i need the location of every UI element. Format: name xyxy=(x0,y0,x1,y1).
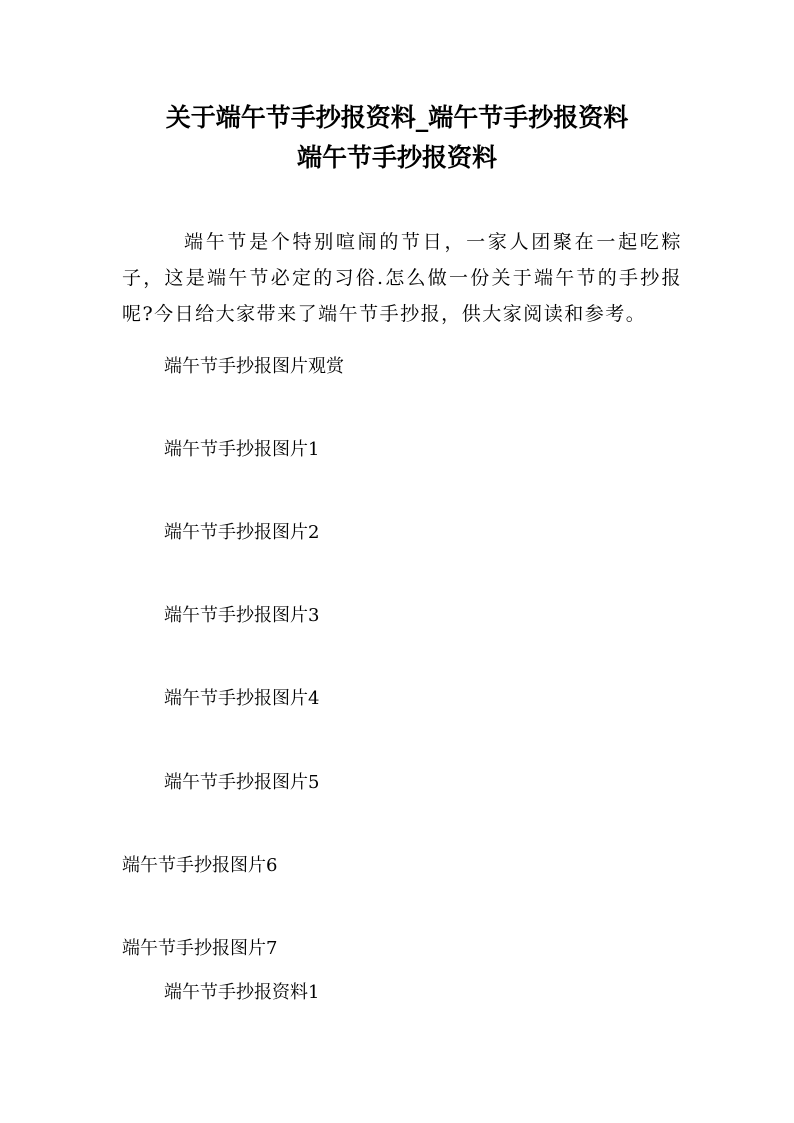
document-title-line-2: 端午节手抄报资料 xyxy=(296,143,497,172)
list-item: 端午节手抄报图片6 xyxy=(122,855,278,876)
section-heading: 端午节手抄报图片观赏 xyxy=(164,356,344,377)
list-item: 端午节手抄报资料1 xyxy=(164,982,320,1003)
list-item: 端午节手抄报图片4 xyxy=(164,688,320,709)
list-item: 端午节手抄报图片2 xyxy=(164,522,320,543)
list-item: 端午节手抄报图片1 xyxy=(164,439,320,460)
list-item: 端午节手抄报图片5 xyxy=(164,772,320,793)
intro-paragraph: 端午节是个特别喧闹的节日，一家人团聚在一起吃粽子，这是端午节必定的习俗.怎么做一份关于端午节的手抄报呢?今日给大家带来了端午节手抄报，供大家阅读和参考。 xyxy=(122,231,682,325)
document-title-line-1: 关于端午节手抄报资料_端午节手抄报资料 xyxy=(165,103,629,132)
list-item: 端午节手抄报图片7 xyxy=(122,938,278,959)
list-item: 端午节手抄报图片3 xyxy=(164,605,320,626)
